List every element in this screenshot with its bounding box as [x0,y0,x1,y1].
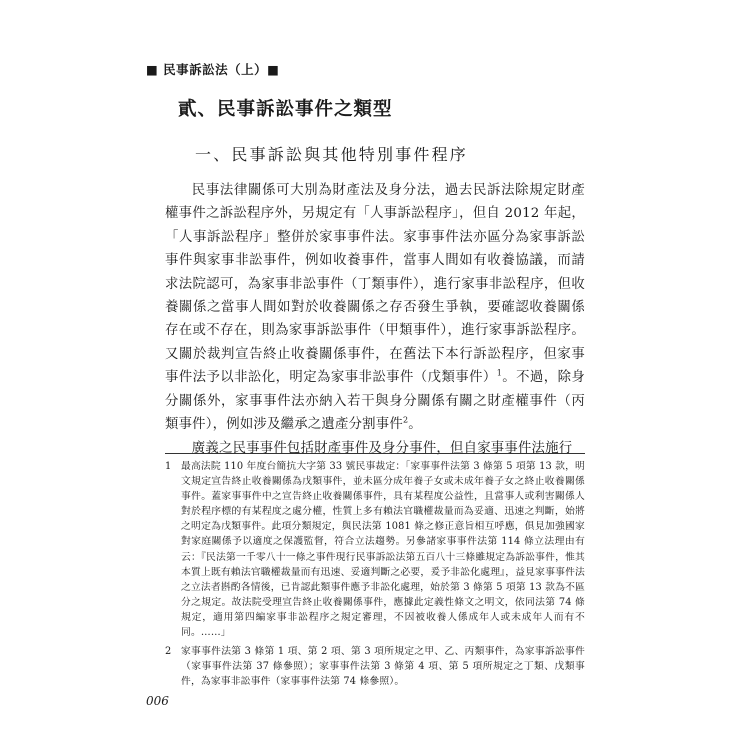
footnotes [165,459,585,689]
body-text [165,179,585,461]
footnote-text: 最高法院 110 年度台簡抗大字第 33 號民事裁定：「家事事件法第 3 條第 5 項第 13 款，明文規定宣告終止收養關係為戊類事件，並未區分成年養子女或未成年養子女之終止收養關係事件。蓋家事事件中之宣告終止收養關係事件，具有某程度公益性，且當事人或利害關係人對於程序標的有某程度之處分權，性質上多有賴法官職權裁量而為妥適、迅速之判斷，始將之明定為戊類事件。此項分類規定，與民法第 1081 條之修正意旨相互呼應，俱見加強國家對家庭關係予以適度之保護監督，符合立法趨勢。另參諸家事事件法第 114 條立法理由有云：『民法第一千零八十一條之事件現行民事訴訟法第五百八十三條雖規定為訴訟事件，惟其本質上既有賴法官職權裁量而有迅速、妥適判斷之必要，爰予非訟化處理』，益見家事事件法之立法者斟酌各情後，已肯認此類事件應予非訟化處理，始於第 3 條第 5 項第 13 款為不區分之規定。故法院受理宣告終止收養關係事件，應據此定義性條文之明文，依同法第 74 條規定，適用第四編家事非訟程序之規定審理，不因被收養人係成年人或未成年人而有不同。……」 [181,461,585,639]
section-title: 一、民事訴訟與其他特別事件程序 [195,145,469,164]
footnote-number: 2 [165,646,172,658]
body-paragraph [165,437,585,460]
body-paragraph [165,179,585,436]
footnote-ref: 2 [402,415,409,425]
footnote-divider [165,453,585,454]
paragraph-text: 民事法律關係可大別為財產法及身分法，過去民訴法除規定財產權事件之訴訟程序外，另規定有「人事訴訟程序」，但自 2012 年起，「人事訴訟程序」整併於家事事件法。家事事件法亦區分為家事訴訟事件與家事非訟事件，例如收養事件，當事人間如有收養協議，而請求法院認可，為家事非訟事件（丁類事件），進行家事非訟程序，但收養關係之當事人間如對於收養關係之存否發生爭執，要確認收養關係存在或不存在，則為家事訴訟事件（甲類事件），進行家事訴訟程序。又關於裁判宣告終止收養關係事件，在舊法下本行訴訟程序，但家事事件法予以非訟化，明定為家事非訟事件（戊類事件） [165,183,585,386]
running-header: ■ 民事訴訟法（上）■ [146,62,280,77]
chapter-title: 貳、民事訴訟事件之類型 [178,99,393,120]
paragraph-text: 廣義之民事事件包括財產事件及身分事件，但自家事事件法施行 [191,441,573,457]
paragraph-text: 。 [408,417,422,433]
footnote [165,644,585,689]
footnote-ref: 1 [496,368,503,378]
page-number: 006 [146,694,169,708]
footnote-text: 家事事件法第 3 條第 1 項、第 2 項、第 3 項所規定之甲、乙、丙類事件，為家事訴訟事件（家事事件法第 37 條參照）；家事事件法第 3 條第 4 項、第 5 項所規定之丁類、戊類事件，為家事非訟事件（家事事件法第 74 條參照）。 [181,646,585,688]
paragraph-text: 。不過，除身分關係外，家事事件法亦納入若干與身分關係有關之財產權事件（丙類事件），例如涉及繼承之遺產分割事件 [165,370,585,433]
footnote-number: 1 [165,461,172,472]
footnote [165,459,585,640]
